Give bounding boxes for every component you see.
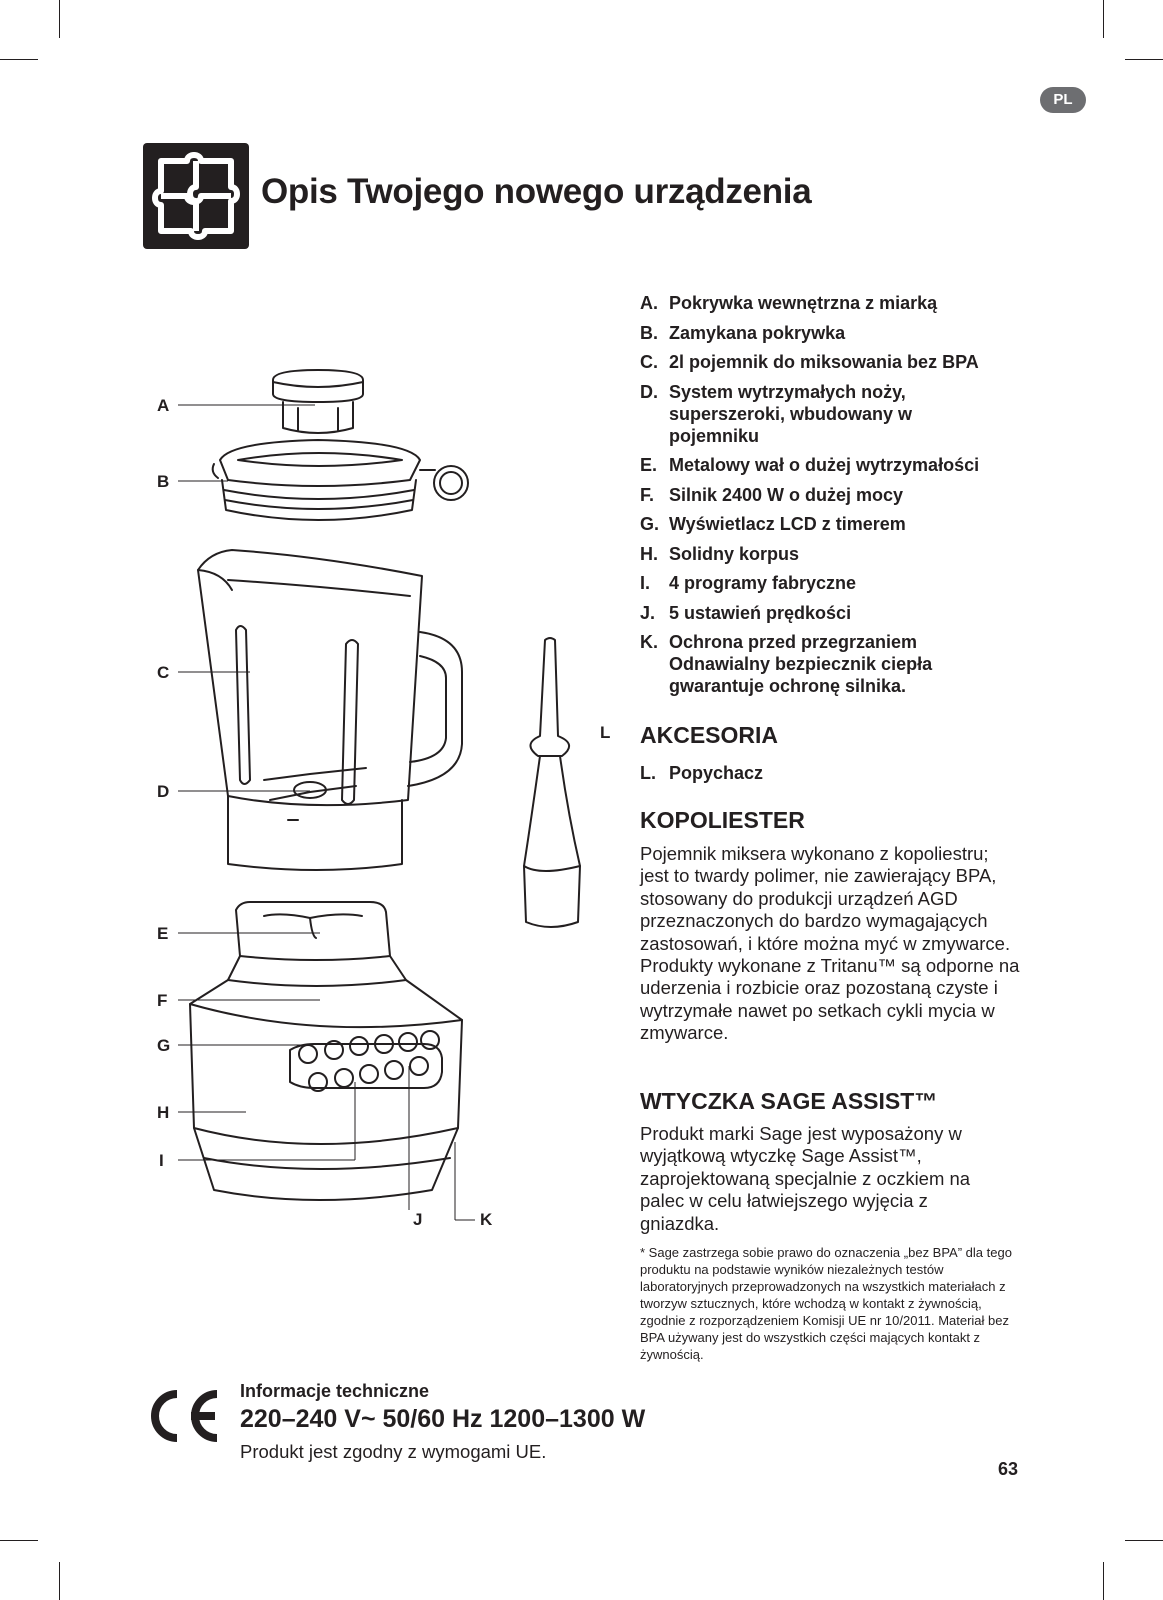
language-badge: PL — [1040, 87, 1086, 113]
label-l: L — [600, 723, 611, 742]
assist-plug-heading: WTYCZKA SAGE ASSIST™ — [640, 1088, 938, 1114]
label-f: F — [157, 991, 168, 1010]
technical-heading: Informacje techniczne — [240, 1381, 430, 1401]
list-item: L. Popychacz — [640, 763, 764, 783]
list-item: A. Pokrywka wewnętrzna z miarką — [640, 293, 938, 313]
jug-drawing — [198, 550, 462, 870]
pusher-drawing — [524, 638, 580, 927]
crop-mark — [1103, 0, 1104, 38]
label-d: D — [157, 782, 170, 801]
crop-mark — [59, 1562, 60, 1600]
accessories-heading: AKCESORIA — [640, 722, 779, 748]
parts-list — [640, 292, 1040, 705]
puzzle-icon — [143, 143, 249, 249]
label-k: K — [480, 1210, 493, 1229]
list-item: E. Metalowy wał o dużej wytrzymałości — [640, 455, 980, 475]
list-item: B. Zamykana pokrywka — [640, 322, 846, 343]
blender-diagram — [140, 360, 640, 1260]
copolyester-heading: KOPOLIESTER — [640, 807, 805, 833]
accessories-list — [640, 762, 1040, 792]
crop-mark — [59, 0, 60, 38]
label-h: H — [157, 1103, 170, 1122]
label-g: G — [157, 1036, 171, 1055]
crop-mark — [1125, 1540, 1163, 1541]
ce-mark-icon — [143, 1388, 223, 1444]
inner-lid-drawing — [273, 370, 363, 433]
list-item: J. 5 ustawień prędkości — [640, 602, 852, 623]
technical-values: 220–240 V~ 50/60 Hz 1200–1300 W — [240, 1405, 646, 1433]
list-item: C. 2l pojemnik do miksowania bez BPA — [640, 352, 979, 372]
list-item: K. Ochrona przed przegrzaniem Odnawialny bezpiecznik ciepła gwarantuje ochronę silnika. — [640, 632, 933, 696]
list-item: D. System wytrzymałych noży, superszeroki, wbudowany w pojemniku — [640, 381, 913, 446]
label-b: B — [157, 472, 170, 491]
copolyester-text: Pojemnik miksera wykonano z kopoliestru; jest to twardy polimer, nie zawierający BPA, stosowany do produkcji urządzeń AGD przeznaczonych do bardzo wymagających zastosowań, i które można myć w zmywarce. Produkty wykonane z Tritanu™ są odporne na uderzenia i rozbicie oraz pozostaną czyste i wytrzymałe nawet po setkach cykli mycia w zmywarce. — [640, 843, 1020, 1044]
crop-mark — [0, 1540, 38, 1541]
technical-note: Produkt jest zgodny z wymogami UE. — [240, 1441, 547, 1462]
crop-mark — [1103, 1562, 1104, 1600]
label-c: C — [157, 663, 170, 682]
label-j: J — [413, 1210, 423, 1229]
list-item: I. 4 programy fabryczne — [640, 573, 857, 593]
list-item: H. Solidny korpus — [640, 543, 800, 564]
lid-drawing — [213, 440, 468, 520]
page-number: 63 — [998, 1459, 1019, 1479]
label-e: E — [157, 924, 169, 943]
list-item: F. Silnik 2400 W o dużej mocy — [640, 484, 904, 505]
crop-mark — [1125, 59, 1163, 60]
label-i: I — [159, 1151, 164, 1170]
assist-plug-text: Produkt marki Sage jest wyposażony w wyjątkową wtyczkę Sage Assist™, zaprojektowaną specjalnie z oczkiem na palec w celu łatwiejszego wyjęcia z gniazdka. — [640, 1123, 971, 1234]
footnote: * Sage zastrzega sobie prawo do oznaczenia „bez BPA” dla tego produktu na podstawie wyników niezależnych testów laboratoryjnych przeprowadzonych na wszystkich materiałach z tworzyw sztucznych, które wchodzą w kontakt z żywnością, zgodnie z rozporządzeniem Komisji UE nr 10/2011. Materiał bez BPA używany jest do wszystkich części mających kontakt z żywnością. — [640, 1245, 1012, 1362]
crop-mark — [0, 59, 38, 60]
list-item: G. Wyświetlacz LCD z timerem — [640, 514, 906, 534]
label-a: A — [157, 396, 170, 415]
page-title: Opis Twojego nowego urządzenia — [261, 172, 812, 211]
